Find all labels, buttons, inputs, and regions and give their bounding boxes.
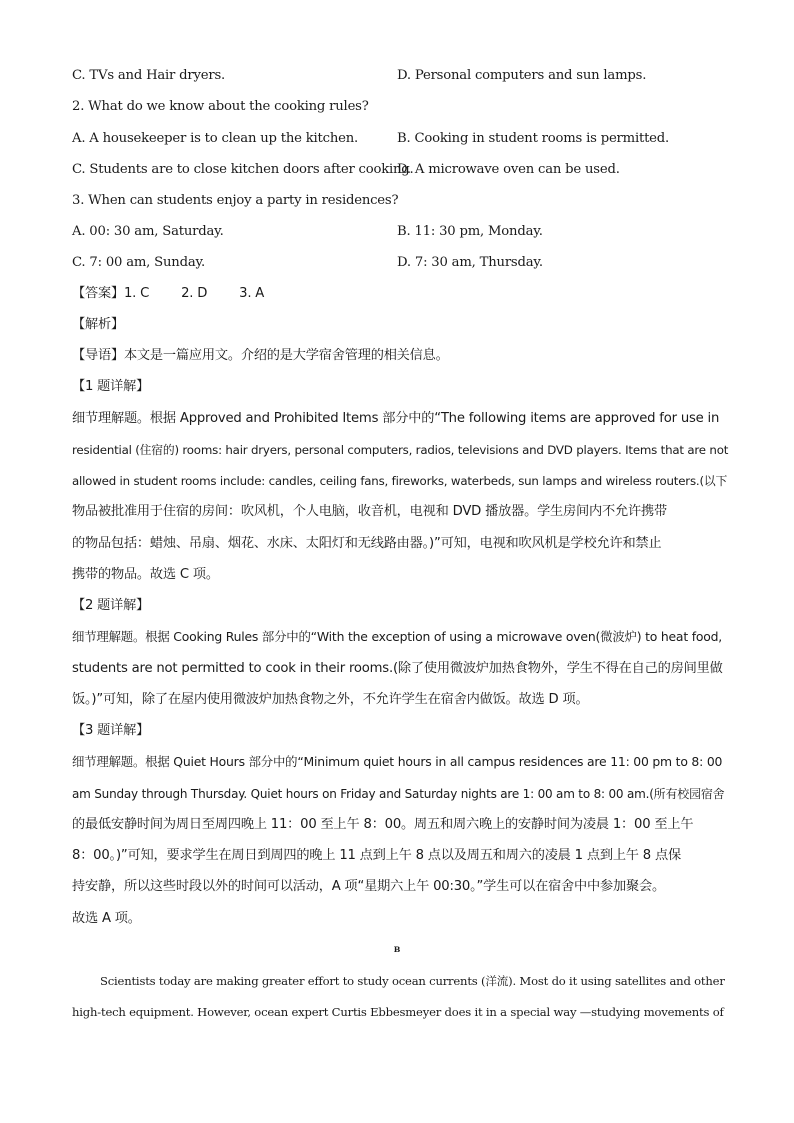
answer-key: 【答案】1. C 2. D 3. A bbox=[72, 286, 265, 301]
q2-option-c: C. Students are to close kitchen doors after cooking. bbox=[72, 162, 414, 177]
passage-line: Scientists today are making greater effort to study ocean currents (洋流). Most do it using satellites and other bbox=[100, 974, 725, 988]
q2-option-b: B. Cooking in student rooms is permitted. bbox=[397, 131, 670, 146]
detail2-line: students are not permitted to cook in their rooms.(除了使用微波炉加热食物外，学生不得在自己的房间里做 bbox=[72, 661, 723, 676]
q3-option-a: A. 00: 30 am, Saturday. bbox=[72, 224, 224, 239]
passage-line: high-tech equipment. However, ocean expert Curtis Ebbesmeyer does it in a special way —studying movements of bbox=[72, 1005, 724, 1019]
detail1-line: 携带的物品。故选 C 项。 bbox=[72, 567, 219, 582]
detail1-line: 物品被批准用于住宿的房间：吹风机，个人电脑，收音机，电视和 DVD 播放器。学生房间内不允许携带 bbox=[72, 504, 667, 519]
detail1-line: allowed in student rooms include: candles, ceiling fans, fireworks, waterbeds, sun lamps and wireless routers.(以下 bbox=[72, 474, 728, 488]
detail1-line: 细节理解题。根据 Approved and Prohibited Items 部分中的“The following items are approved for use in bbox=[72, 411, 720, 426]
detail3-heading: 【3 题详解】 bbox=[72, 723, 150, 738]
detail1-line: 的物品包括：蜡烛、吊扇、烟花、水床、太阳灯和无线路由器。)”可知，电视和吹风机是学校允许和禁止 bbox=[72, 536, 662, 551]
q2-option-d: D. A microwave oven can be used. bbox=[397, 162, 620, 177]
q1-option-c: C. TVs and Hair dryers. bbox=[72, 68, 226, 83]
detail3-line: 细节理解题。根据 Quiet Hours 部分中的“Minimum quiet hours in all campus residences are 11: 00 pm to 8: 00 bbox=[72, 754, 723, 769]
q3-stem: 3. When can students enjoy a party in residences? bbox=[72, 193, 399, 208]
detail3-line: 故选 A 项。 bbox=[72, 911, 141, 926]
q3-option-d: D. 7: 30 am, Thursday. bbox=[397, 255, 543, 270]
detail3-line: am Sunday through Thursday. Quiet hours on Friday and Saturday nights are 1: 00 am to 8: 00 am.(所有校园宿舍 bbox=[72, 787, 725, 801]
detail3-line: 持安静，所以这些时段以外的时间可以活动，A 项“星期六上午 00:30。”学生可以在宿舍中中参加聚会。 bbox=[72, 879, 665, 894]
detail3-line: 8：00。)”可知，要求学生在周日到周四的晚上 11 点到上午 8 点以及周五和周六的凌晨 1 点到上午 8 点保 bbox=[72, 848, 681, 863]
detail2-heading: 【2 题详解】 bbox=[72, 598, 150, 613]
detail2-line: 细节理解题。根据 Cooking Rules 部分中的“With the exception of using a microwave oven(微波炉) to heat food, bbox=[72, 629, 723, 644]
detail3-line: 的最低安静时间为周日至周四晚上 11：00 至上午 8：00。周五和周六晚上的安静时间为凌晨 1：00 至上午 bbox=[72, 817, 694, 832]
detail1-line: residential (住宿的) rooms: hair dryers, personal computers, radios, televisions and DVD players. Items that are not bbox=[72, 443, 729, 457]
section-b-label: B bbox=[393, 945, 401, 954]
q3-option-b: B. 11: 30 pm, Monday. bbox=[397, 224, 543, 239]
detail1-heading: 【1 题详解】 bbox=[72, 379, 150, 394]
q3-option-c: C. 7: 00 am, Sunday. bbox=[72, 255, 205, 270]
detail2-line: 饭。)”可知，除了在屋内使用微波炉加热食物之外，不允许学生在宿舍内做饭。故选 D 项。 bbox=[72, 692, 589, 707]
analysis-label: 【解析】 bbox=[72, 317, 124, 332]
intro-text: 【导语】本文是一篇应用文。介绍的是大学宿舍管理的相关信息。 bbox=[72, 348, 449, 363]
q2-option-a: A. A housekeeper is to clean up the kitchen. bbox=[72, 131, 359, 146]
q2-stem: 2. What do we know about the cooking rules? bbox=[72, 99, 369, 114]
q1-option-d: D. Personal computers and sun lamps. bbox=[397, 68, 647, 83]
